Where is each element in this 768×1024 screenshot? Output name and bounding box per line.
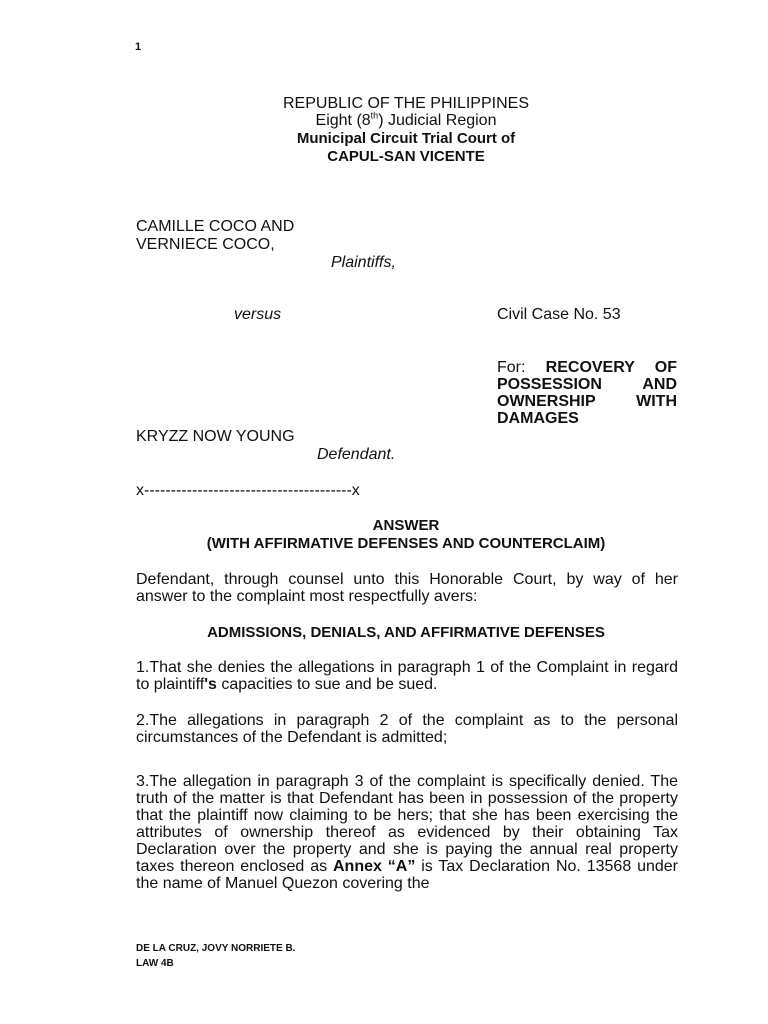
paragraph-2: 2.The allegations in paragraph 2 of the complaint as to the personal circumstances of the Defendant is admitted;: [136, 712, 678, 746]
header-republic: REPUBLIC OF THE PHILIPPINES: [283, 95, 529, 112]
header-region: Eight (8th) Judicial Region: [315, 110, 497, 129]
intro-paragraph: Defendant, through counsel unto this Honorable Court, by way of her answer to the complaint most respectfully avers:: [136, 571, 678, 605]
plaintiff-line-1: CAMILLE COCO AND: [136, 218, 295, 235]
footer-class: LAW 4B: [136, 958, 174, 969]
for-label: For:: [497, 359, 526, 376]
caption-separator: x---------------------------------------x: [136, 482, 360, 499]
defendant-name: KRYZZ NOW YOUNG: [136, 428, 295, 445]
for-text: RECOVERY OF POSSESSION AND OWNERSHIP WITH DAMAGES: [497, 359, 677, 427]
document-title: ANSWER: [372, 517, 440, 534]
plaintiff-line-2: VERNIECE COCO,: [136, 236, 275, 253]
section-heading: ADMISSIONS, DENIALS, AND AFFIRMATIVE DEFENSES: [207, 624, 605, 641]
defendant-role: Defendant.: [317, 446, 396, 463]
document-subtitle: (WITH AFFIRMATIVE DEFENSES AND COUNTERCLAIM): [206, 535, 606, 552]
footer-author: DE LA CRUZ, JOVY NORRIETE B.: [136, 943, 296, 954]
versus-label: versus: [234, 306, 282, 323]
paragraph-1: 1.That she denies the allegations in paragraph 1 of the Complaint in regard to plaintiff's capacities to sue and be sued.: [136, 659, 678, 693]
case-nature: [497, 359, 677, 427]
header-court: Municipal Circuit Trial Court of: [296, 130, 516, 147]
page-number: 1: [135, 41, 142, 53]
plaintiffs-role: Plaintiffs,: [331, 254, 396, 271]
case-number: Civil Case No. 53: [497, 306, 621, 323]
header-location: CAPUL-SAN VICENTE: [327, 148, 485, 165]
paragraph-3: 3.The allegation in paragraph 3 of the complaint is specifically denied. The truth of the matter is that Defendant has been in possession of the property that the plaintiff now claiming to be hers; that she has been exercising the attributes of ownership thereof as evidenced by their obtaining Tax Declaration over the property and she is paying the annual real property taxes thereon enclosed as Annex “A” is Tax Declaration No. 13568 under the name of Manuel Quezon covering the: [136, 773, 679, 892]
